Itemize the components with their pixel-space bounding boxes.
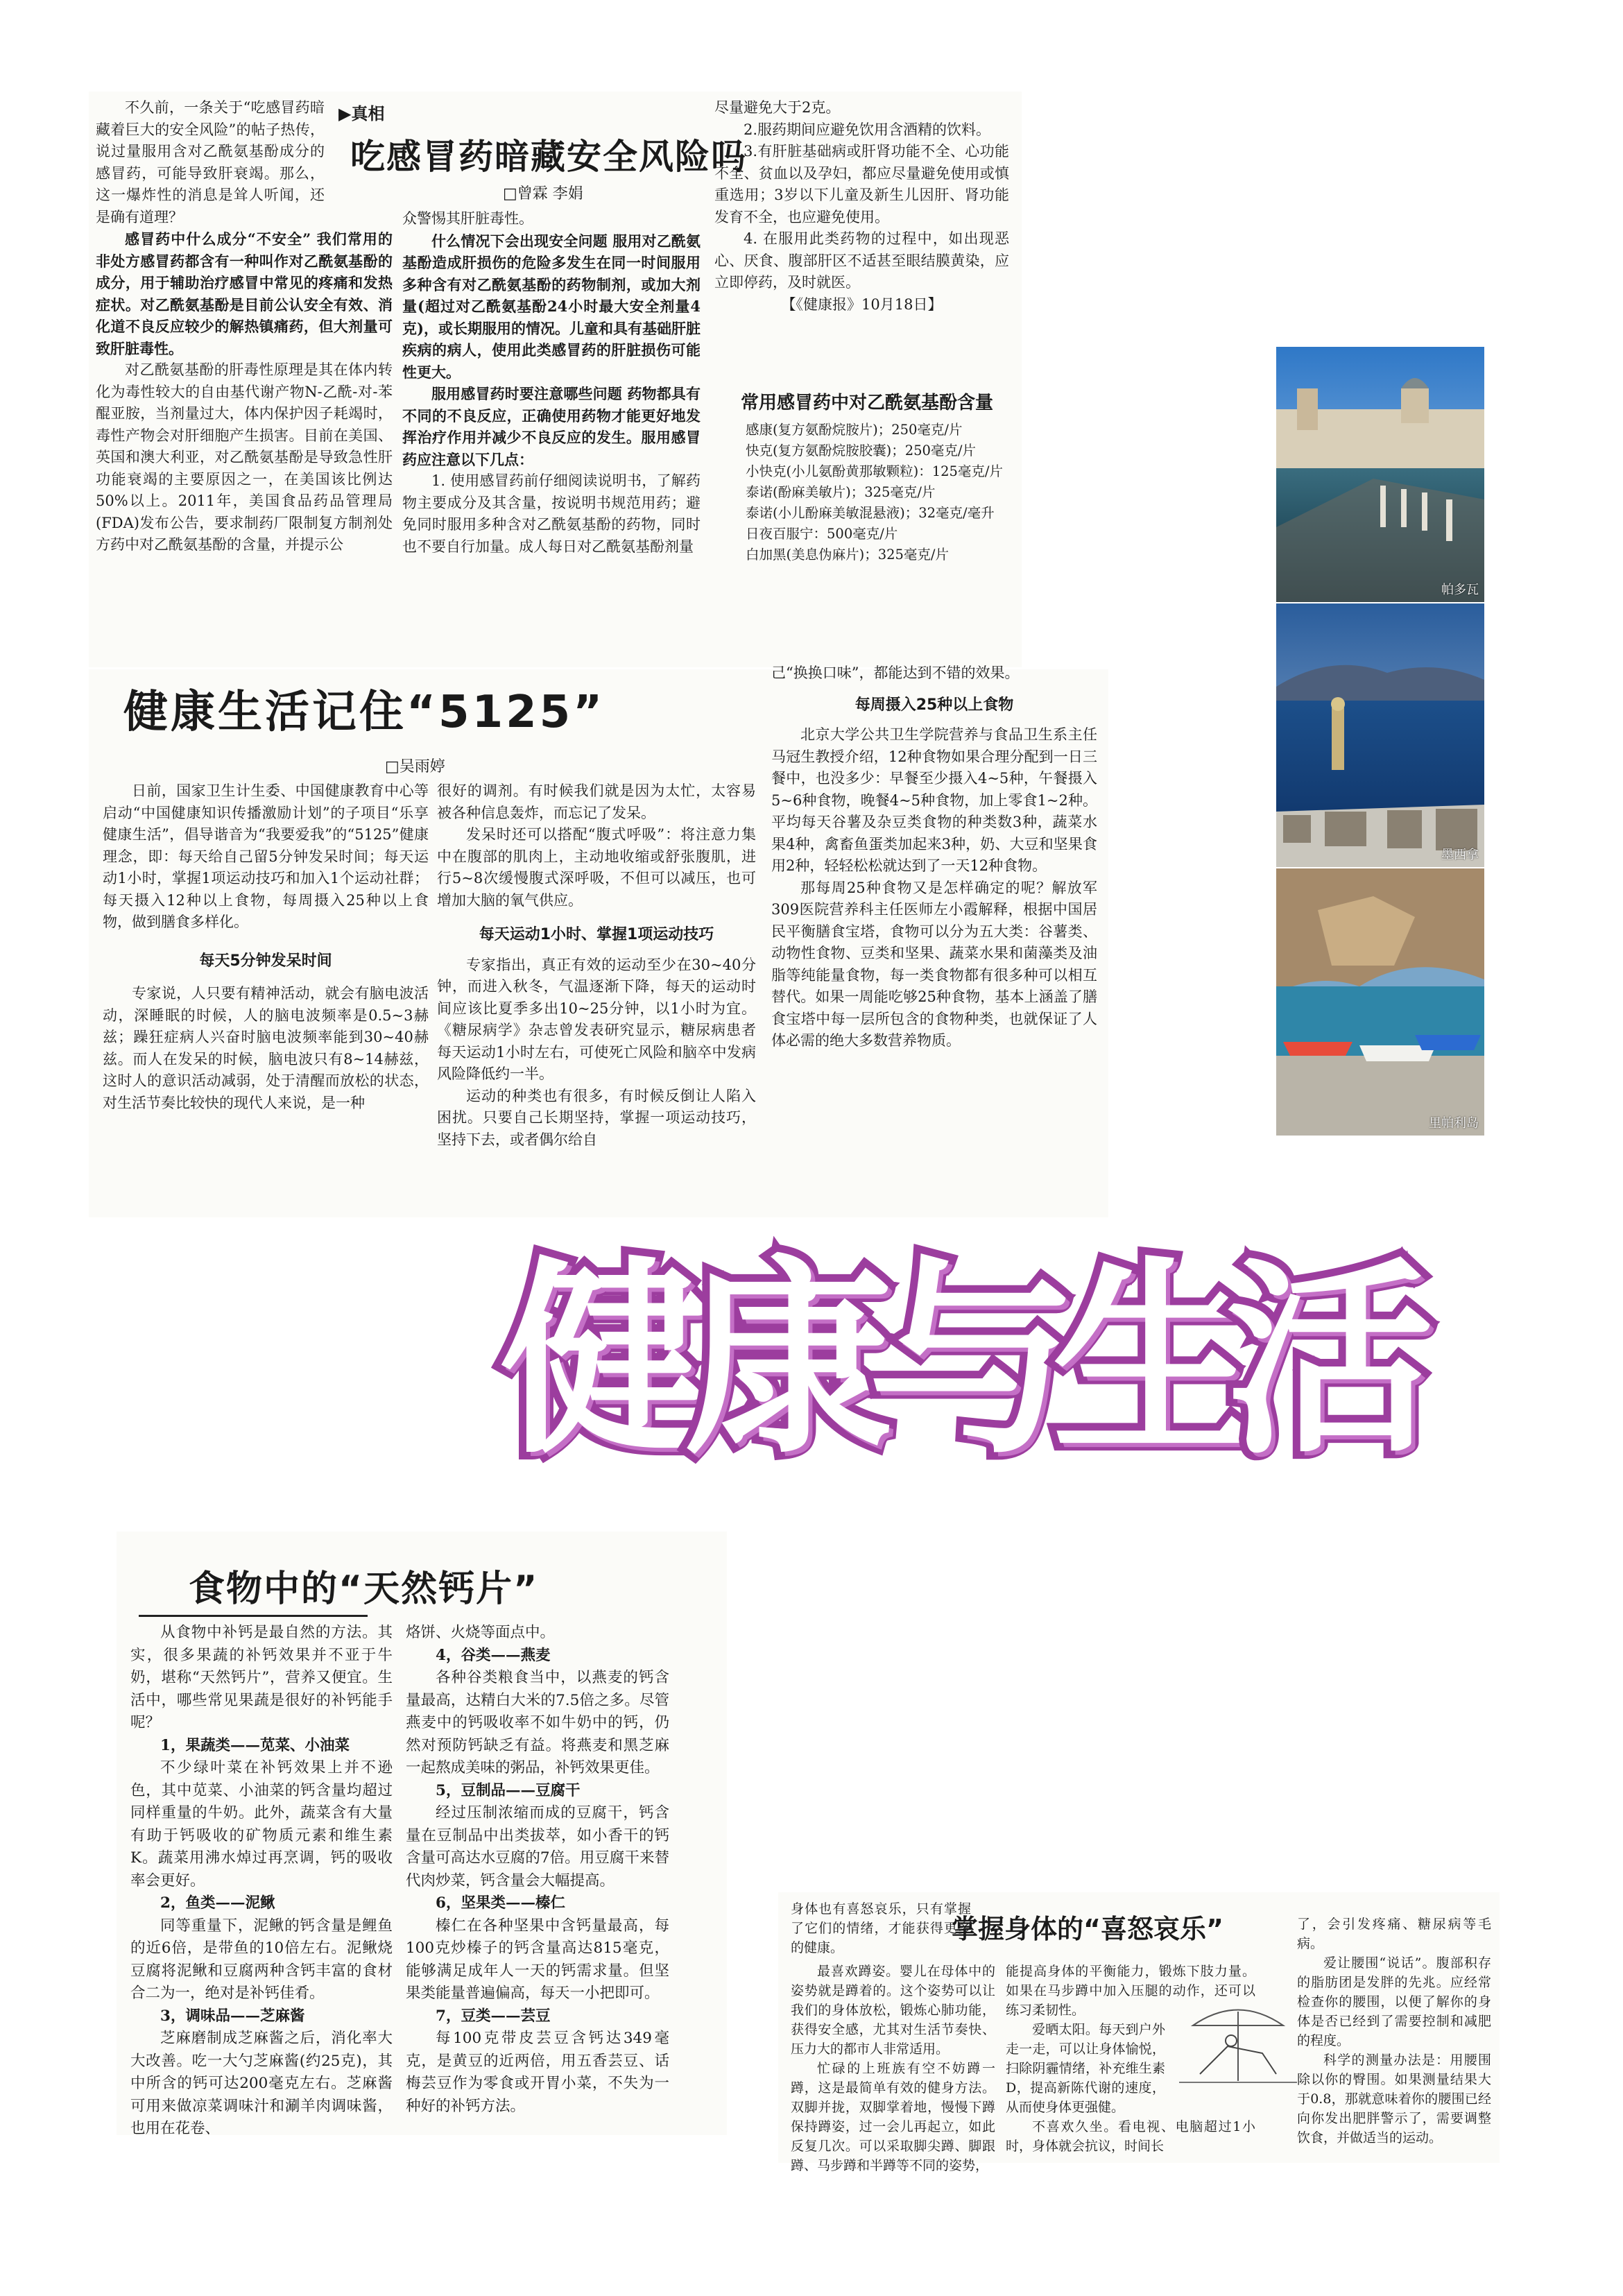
sunbathing-illustration (1179, 1998, 1297, 2088)
dosage-row: 泰诺(酚麻美敏片)；325毫克/片 (746, 484, 936, 500)
dosage-row: 小快克(小儿氨酚黄那敏颗粒)：125毫克/片 (746, 463, 1004, 479)
article4-col1: 最喜欢蹲姿。婴儿在母体中的姿势就是蹲着的。这个姿势可以让我们的身体放松，锻炼心肺功能，获得安全感，尤其对生活节奏快、压力大的都市人非常适用。 忙碌的上班族有空不妨蹲一蹲，这是最简单有效的健身方法。双脚并拢，双脚掌着地，慢慢下蹲保持蹲姿，过一会儿再起立，如此反复几次。可以采取脚尖蹲、脚跟蹲、马步蹲和半蹲等不同的姿势， (791, 1964, 995, 2173)
article2-col3: 己“换换口味”，都能达到不错的效果。 每周摄入25种以上食物 北京大学公共卫生学院营养与食品卫生系主任马冠生教授介绍，12种食物如果合理分配到一日三餐中，也没多少：早餐至少摄入4~5种，午餐摄入5~6种食物，晚餐4~5种食物，加上零食1~2种。平均每天谷薯及杂豆类食物的种类数3种，蔬菜水果4种，禽畜鱼蛋类加起来3种，奶、大豆和坚果食用2种，轻轻松松就达到了一天12种食物。 那每周25种食物又是怎样确定的呢？解放军309医院营养科主任医师左小霞解释，根据中国居民平衡膳食宝塔，食物可以分为五大类：谷薯类、动物性食物、豆类和坚果、蔬菜水果和菌藻类及油脂等纯能量食物，每一类食物都有很多种可以相互替代。如果一周能吃够25种食物，基本上涵盖了膳食宝塔中每一层所包含的食物种类，也就保证了人体必需的绝大多数营养物质。 (771, 665, 1097, 1049)
messina-image (1276, 603, 1484, 867)
dosage-row: 白加黑(美息伪麻片)；325毫克/片 (746, 547, 950, 563)
health-and-life-banner (494, 1229, 1434, 1511)
dosage-row: 日夜百服宁：500毫克/片 (746, 526, 898, 542)
beach-chair-icon (1179, 1998, 1297, 2088)
photo-caption: 帕多瓦 (1441, 583, 1479, 597)
article-tag: ▶真相 (338, 104, 385, 123)
article2-title: 健康生活记住“5125” (123, 687, 606, 738)
dosage-table-title: 常用感冒药中对乙酰氨基酚含量 (741, 393, 994, 413)
banner-char: 活 (1226, 1240, 1434, 1482)
article1-col1: 不久前，一条关于“吃感冒药暗藏着巨大的安全风险”的帖子热传，说过量服用含对乙酰氨基酚成分的感冒药，可能导致肝衰竭。那么，这一爆炸性的消息是耸人听闻，还是确有道理？ 感冒药中什么成分“不安全” 我们常用的非处方感冒药都含有一种叫作对乙酰氨基酚的成分，用于辅助治疗感冒中常见的疼痛和发热症状。对乙酰氨基酚是目前公认安全有效、消化道不良反应较少的解热镇痛药，但大剂量可致肝脏毒性。 对乙酰氨基酚的肝毒性原理是其在体内转化为毒性较大的自由基代谢产物N-乙酰-对-苯醌亚胺，当剂量过大，体内保护因子耗竭时，毒性产物会对肝细胞产生损害。目前在美国、英国和澳大利亚，对乙酰氨基酚是导致急性肝功能衰竭的主要原因之一，在美国该比例达50%以上。2011年，美国食品药品管理局(FDA)发布公告，要求制药厂限制复方制剂处方药中对乙酰氨基酚的含量，并提示公 (96, 99, 393, 553)
article2-col1: 日前，国家卫生计生委、中国健康教育中心等启动“中国健康知识传播激励计划”的子项目“乐享健康生活”，倡导谐音为“我要爱我”的“5125”健康理念，即：每天给自己留5分钟发呆时间；每天运动1小时，掌握1项运动技巧和加入1个运动社群；每天摄入12种以上食物，每周摄入25种以上食物，做到膳食多样化。 每天5分钟发呆时间 专家说，人只要有精神活动，就会有脑电波活动，深睡眠的时候，人的脑电波频率是0.5~3赫兹；躁狂症病人兴奋时脑电波频率能到30~40赫兹。而人在发呆的时候，脑电波只有8~14赫兹，这时人的意识活动减弱，处于清醒而放松的状态，对生活节奏比较快的现代人来说，是一种 (103, 782, 429, 1111)
dosage-row: 泰诺(小儿酚麻美敏混悬液)；32毫克/毫升 (746, 505, 995, 521)
banner-char: 生 (1052, 1240, 1260, 1482)
banner-char: 与 (868, 1240, 1076, 1482)
photo-lipari (1276, 868, 1484, 1136)
photo-messina (1276, 603, 1484, 867)
photo-caption: 墨西拿 (1441, 848, 1479, 862)
article2-author: □吴雨婷 (385, 758, 445, 776)
article4-col2: 能提高身体的平衡能力，锻炼下肢力量。如果在马步蹲中加入压腿的动作，还可以练习柔韧性。 爱晒太阳。每天到户外走一走，可以让身体愉悦，扫除阴霾情绪，补充维生素D，提高新陈代谢的速度，从而使身体更强健。 不喜欢久坐。看电视、电脑超过1小时，身体就会抗议，时间长 (1006, 1964, 1255, 2154)
dosage-row: 快克(复方氨酚烷胺胶囊)；250毫克/片 (746, 443, 977, 459)
article3-col1: 从食物中补钙是最自然的方法。其实，很多果蔬的补钙效果并不亚于牛奶，堪称“天然钙片”，营养又便宜。生活中，哪些常见果蔬是很好的补钙能手呢？ 1，果蔬类——苋菜、小油菜 不少绿叶菜在补钙效果上并不逊色，其中苋菜、小油菜的钙含量均超过同样重量的牛奶。此外，蔬菜含有大量有助于钙吸收的矿物质元素和维生素K。蔬菜用沸水焯过再烹调，钙的吸收率会更好。 2，鱼类——泥鳅 同等重量下，泥鳅的钙含量是鲤鱼的近6倍，是带鱼的10倍左右。泥鳅烧豆腐将泥鳅和豆腐两种含钙丰富的食材合二为一，绝对是补钙佳肴。 3，调味品——芝麻酱 芝麻磨制成芝麻酱之后，消化率大大改善。吃一大勺芝麻酱(约25克)，其中所含的钙可达200毫克左右。芝麻酱可用来做凉菜调味汁和涮羊肉调味酱，也用在花卷、 (130, 1624, 393, 2137)
banner-char: 康 (685, 1240, 893, 1482)
article2-col2: 很好的调剂。有时候我们就是因为太忙，太容易被各种信息轰炸，而忘记了发呆。 发呆时还可以搭配“腹式呼吸”：将注意力集中在腹部的肌肉上，主动地收缩或舒张腹肌，进行5~8次缓慢腹式深呼吸，不但可以减压，也可增加大脑的氧气供应。 每天运动1小时、掌握1项运动技巧 专家指出，真正有效的运动至少在30~40分钟，而进入秋冬，气温逐渐下降，每天的运动时间应该比夏季多出10~25分钟，以1小时为宜。《糖尿病学》杂志曾发表研究显示，糖尿病患者每天运动1小时左右，可使死亡风险和脑卒中发病风险降低约一半。 运动的种类也有很多，有时候反倒让人陷入困扰。只要自己长期坚持，掌握一项运动技巧，坚持下去，或者偶尔给自 (437, 782, 756, 1148)
article3-col2: 烙饼、火烧等面点中。 4，谷类——燕麦 各种谷类粮食当中，以燕麦的钙含量最高，达精白大米的7.5倍之多。尽管燕麦中的钙吸收率不如牛奶中的钙，仍然对预防钙缺乏有益。将燕麦和黑芝麻一起熬成美味的粥品，补钙效果更佳。 5，豆制品——豆腐干 经过压制浓缩而成的豆腐干，钙含量在豆制品中出类拔萃，如小香干的钙含量可高达水豆腐的7倍。用豆腐干来替代肉炒菜，钙含量会大幅提高。 6，坚果类——榛仁 榛仁在各种坚果中含钙量最高，每100克炒榛子的钙含量高达815毫克，能够满足成年人一天的钙需求量。但坚果类能量普遍偏高，每天一小把即可。 7，豆类——芸豆 每100克带皮芸豆含钙达349毫克，是黄豆的近两倍，用五香芸豆、话梅芸豆作为零食或开胃小菜，不失为一种好的补钙方法。 (406, 1624, 669, 2115)
article4-title: 掌握身体的“喜怒哀乐” (952, 1914, 1223, 1944)
banner-char: 健 (501, 1240, 709, 1482)
article-title: 吃感冒药暗藏安全风险吗 (350, 137, 747, 177)
article1-col3: 尽量避免大于2克。 2.服药期间应避免饮用含酒精的饮料。 3.有肝脏基础病或肝肾功能不全、心功能不全、贫血以及孕妇，都应尽量避免使用或慎重选用；3岁以下儿童及新生儿因肝、肾功能发育不全，也应避免使用。 4. 在服用此类药物的过程中，如出现恶心、厌食、腹部肝区不适甚至眼结膜黄染，应立即停药，及时就医。 【《健康报》10月18日】 (714, 99, 1009, 313)
padova-image (1276, 347, 1484, 602)
article4-intro: 身体也有喜怒哀乐，只有掌握了它们的情绪，才能获得更多的健康。 (791, 1901, 971, 1955)
dosage-table (719, 420, 1010, 565)
title-divider (139, 1615, 368, 1617)
article4-col3: 了，会引发疼痛、糖尿病等毛病。 爱让腰围“说话”。腹部积存的脂肪团是发胖的先兆。应经常检查你的腰围，以便了解你的身体是否已经到了需要控制和减肥的程度。 科学的测量办法是：用腰围除以你的臀围。如果测量结果大于0.8，那就意味着你的腰围已经向你发出肥胖警示了，需要调整饮食，并做适当的运动。 (1297, 1917, 1491, 2145)
article1-col2: 众警惕其肝脏毒性。 什么情况下会出现安全问题 服用对乙酰氨基酚造成肝损伤的危险多发生在同一时间服用多种含有对乙酰氨基酚的药物制剂，或加大剂量(超过对乙酰氨基酚24小时最大安全剂量4克)，或长期服用的情况。儿童和具有基础肝脏疾病的病人，使用此类感冒药的肝脏损伤可能性更大。 服用感冒药时要注意哪些问题 药物都具有不同的不良反应，正确使用药物才能更好地发挥治疗作用并减少不良反应的发生。服用感冒药应注意以下几点： 1. 使用感冒药前仔细阅读说明书，了解药物主要成分及其含量，按说明书规范用药；避免同时服用多种含对乙酰氨基酚的药物，同时也不要自行加量。成人每日对乙酰氨基酚剂量 (402, 210, 701, 555)
dosage-row: 感康(复方氨酚烷胺片)；250毫克/片 (746, 422, 963, 438)
article3-title: 食物中的“天然钙片” (189, 1568, 539, 1610)
lipari-image (1276, 868, 1484, 1136)
article-author: □曾霖 李娟 (503, 185, 583, 203)
photo-padova (1276, 347, 1484, 602)
photo-caption: 里帕利岛 (1429, 1116, 1479, 1131)
